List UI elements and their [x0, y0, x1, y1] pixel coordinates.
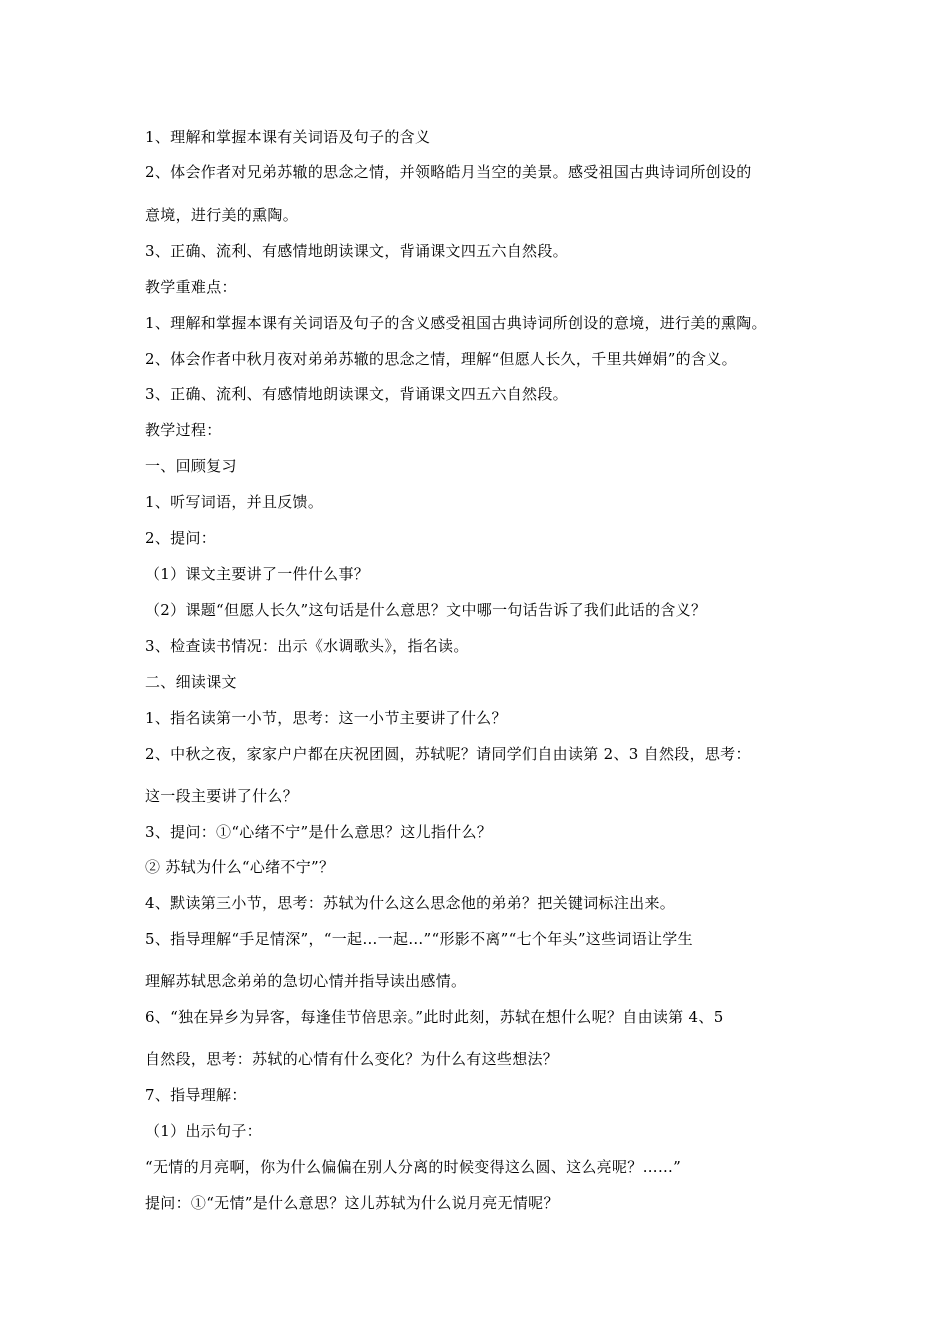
text-line: （1）课文主要讲了一件什么事？	[145, 565, 370, 583]
text-line: 1、指名读第一小节，思考：这一小节主要讲了什么？	[145, 709, 507, 727]
text-line: 2、中秋之夜，家家户户都在庆祝团圆，苏轼呢？请同学们自由读第 2、3 自然段，思考：	[145, 745, 751, 763]
text-line: 6、“独在异乡为异客，每逢佳节倍思亲。”此时此刻，苏轼在想什么呢？自由读第 4、5	[145, 1008, 724, 1026]
text-line: 理解苏轼思念弟弟的急切心情并指导读出感情。	[145, 972, 467, 990]
text-line: 2、体会作者中秋月夜对弟弟苏辙的思念之情，理解“但愿人长久，千里共婵娟”的含义。	[145, 350, 737, 368]
text-line: （1）出示句子：	[145, 1122, 262, 1140]
text-line: （2）课题“但愿人长久”这句话是什么意思？文中哪一句话告诉了我们此话的含义？	[145, 601, 707, 619]
section-heading: 教学重难点：	[145, 278, 237, 296]
text-line: 自然段，思考：苏轼的心情有什么变化？为什么有这些想法？	[145, 1050, 559, 1068]
text-line: 1、理解和掌握本课有关词语及句子的含义感受祖国古典诗词所创设的意境，进行美的熏陶。	[145, 314, 767, 332]
text-line: 7、指导理解：	[145, 1086, 247, 1104]
text-line: 3、正确、流利、有感情地朗读课文，背诵课文四五六自然段。	[145, 242, 568, 260]
text-line: 3、检查读书情况：出示《水调歌头》，指名读。	[145, 637, 469, 655]
section-heading: 一、回顾复习	[145, 457, 237, 475]
text-line: 1、理解和掌握本课有关词语及句子的含义	[145, 128, 431, 146]
text-line: 这一段主要讲了什么？	[145, 787, 299, 805]
section-heading: 教学过程：	[145, 421, 222, 439]
text-line: 2、体会作者对兄弟苏辙的思念之情，并领略皓月当空的美景。感受祖国古典诗词所创设的	[145, 163, 752, 181]
text-line: 1、听写词语，并且反馈。	[145, 493, 324, 511]
text-line: 3、正确、流利、有感情地朗读课文，背诵课文四五六自然段。	[145, 385, 568, 403]
text-line: 3、提问：①“心绪不宁”是什么意思？这儿指什么？	[145, 823, 493, 841]
text-line: 提问：①“无情”是什么意思？这儿苏轼为什么说月亮无情呢？	[145, 1194, 559, 1212]
text-line: 意境，进行美的熏陶。	[145, 206, 299, 224]
section-heading: 二、细读课文	[145, 673, 237, 691]
text-line: 4、默读第三小节，思考：苏轼为什么这么思念他的弟弟？把关键词标注出来。	[145, 894, 676, 912]
text-line: 2、提问：	[145, 529, 217, 547]
text-line: 5、指导理解“手足情深”，“一起…一起…”“形影不离”“七个年头”这些词语让学生	[145, 930, 693, 948]
quote-line: “无情的月亮啊，你为什么偏偏在别人分离的时候变得这么圆、这么亮呢？……”	[145, 1158, 682, 1176]
text-line: ② 苏轼为什么“心绪不宁”？	[145, 858, 335, 876]
